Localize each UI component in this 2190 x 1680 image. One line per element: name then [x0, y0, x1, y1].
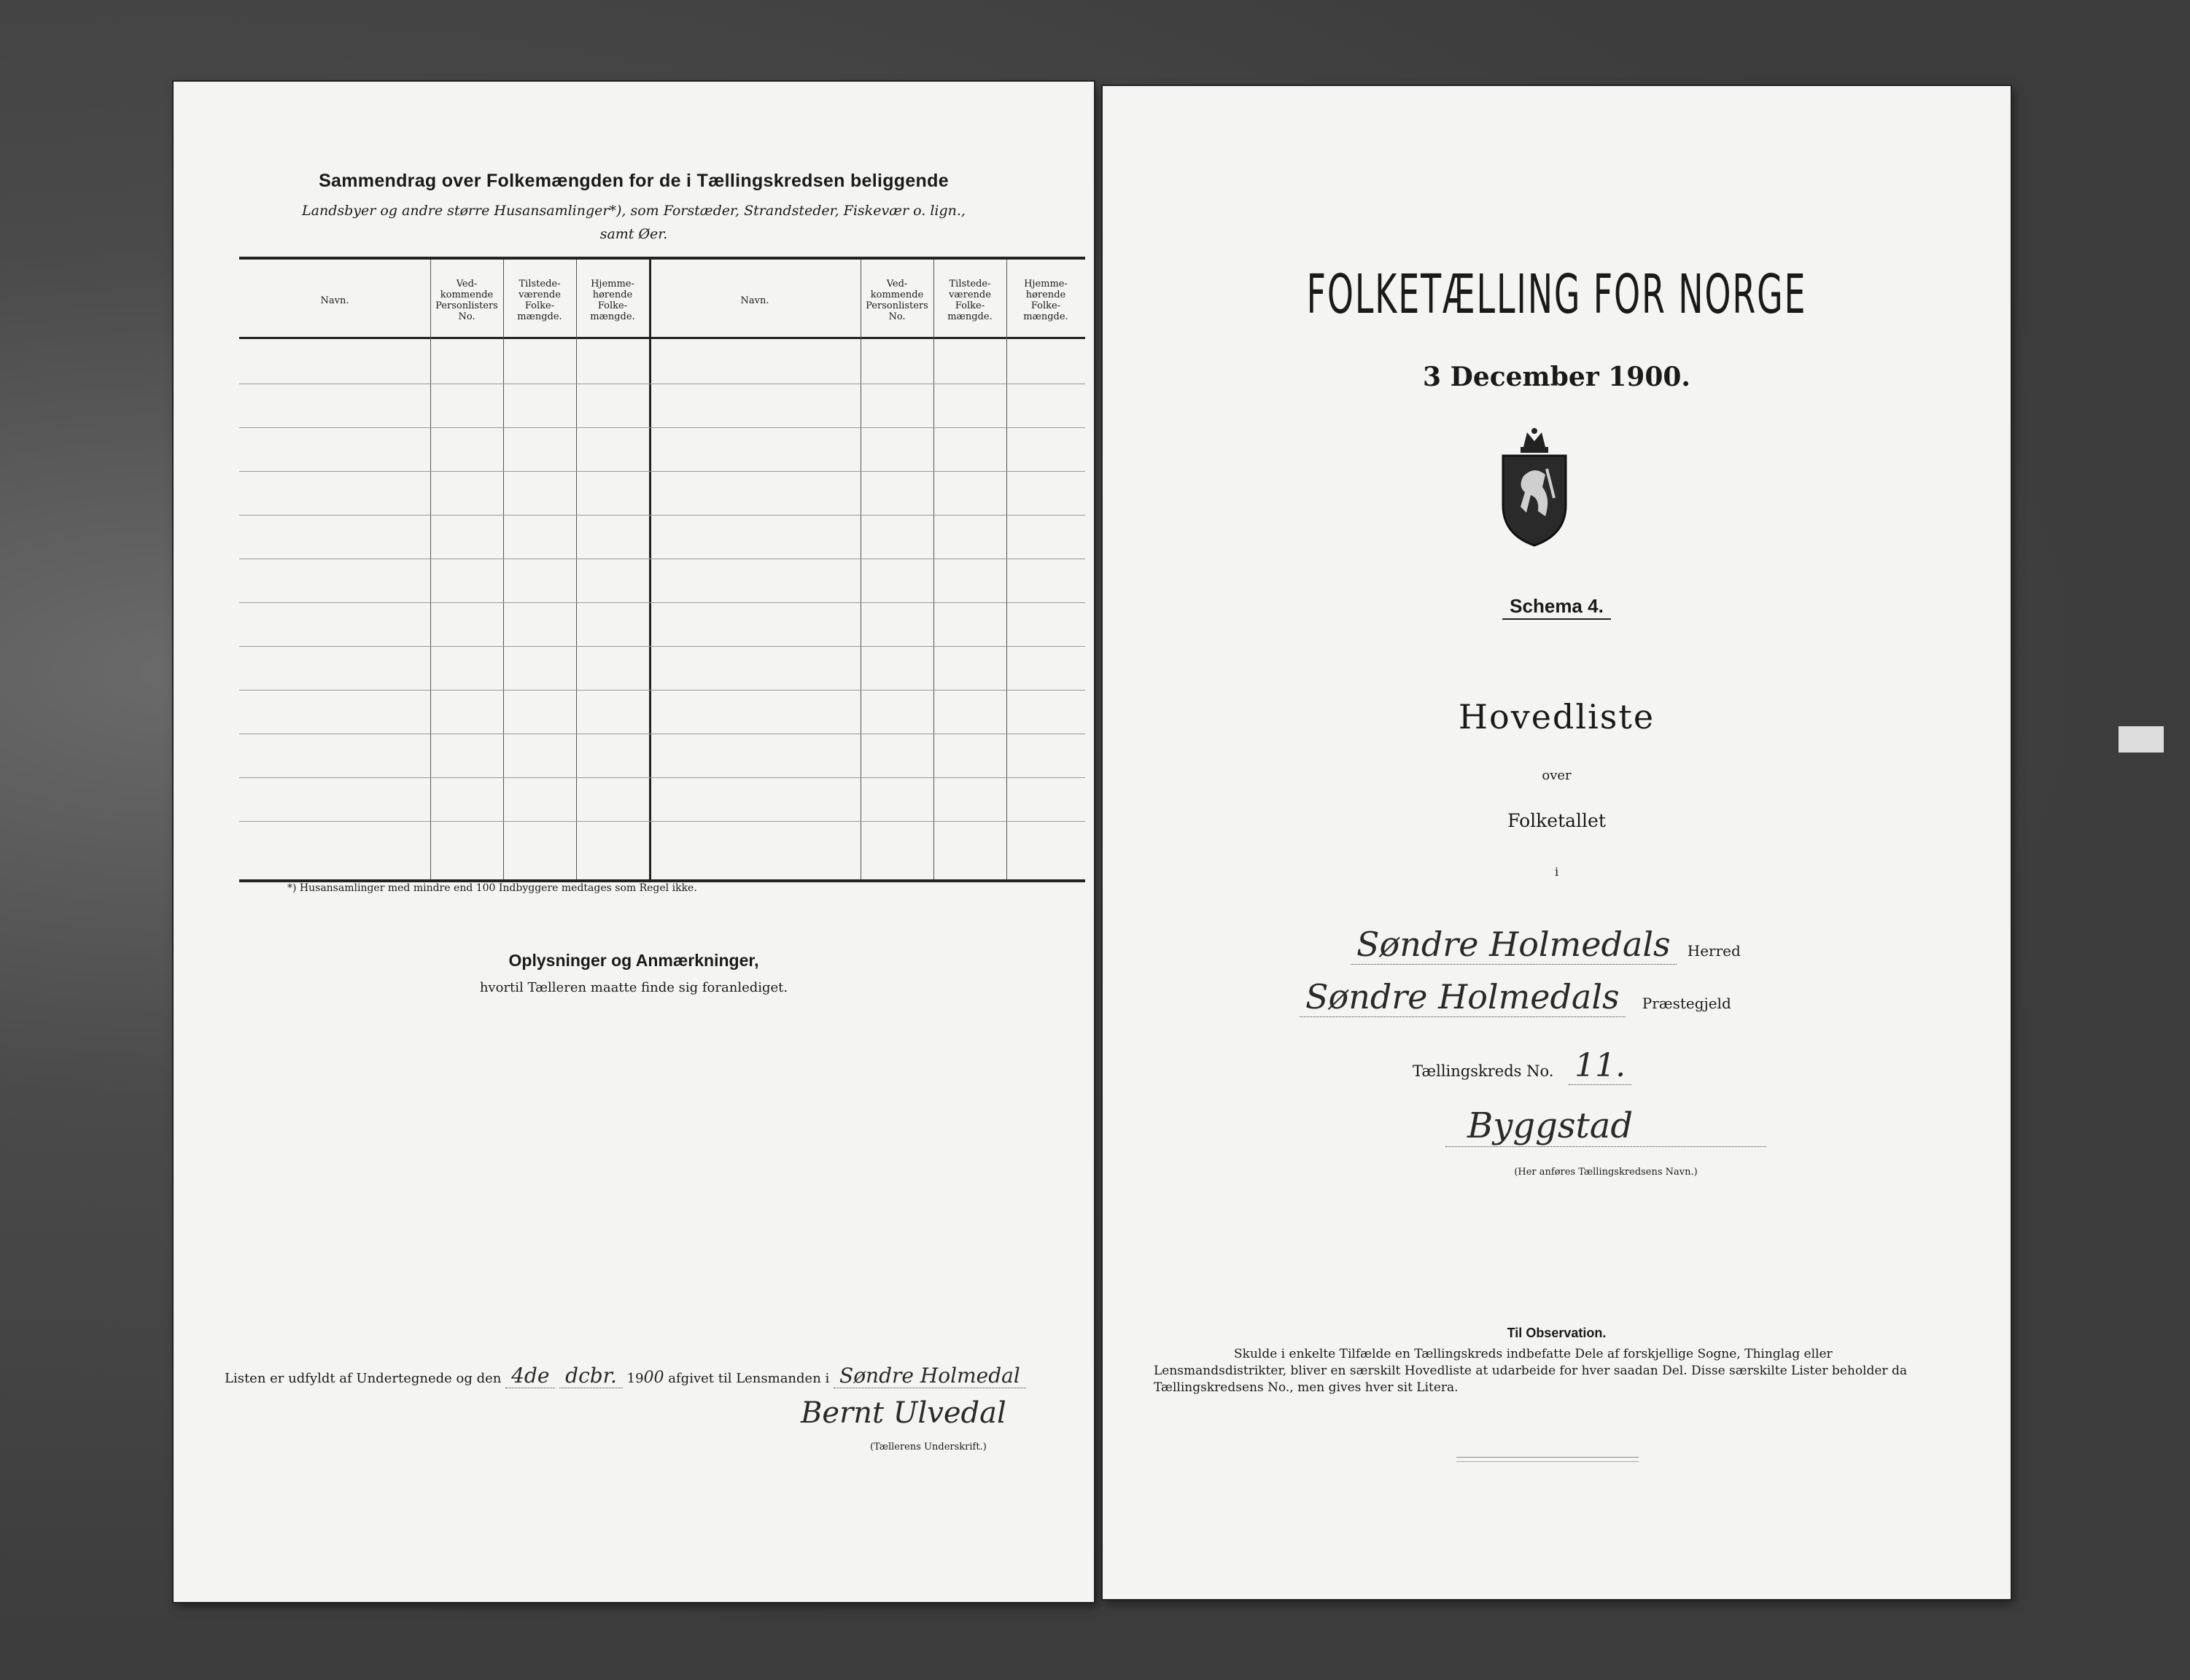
kreds-name-caption: (Her anføres Tællingskredsens Navn.) — [1514, 1167, 1698, 1178]
table-col-divider — [576, 260, 577, 879]
table-footnote: *) Husansamlinger med mindre end 100 Indbyggere medtages som Regel ikke. — [287, 882, 697, 894]
summary-subtitle-line2: samt Øer. — [599, 226, 668, 242]
enumerator-signature: Bernt Ulvedal — [801, 1396, 1006, 1430]
herred-value: Søndre Holmedals — [1351, 925, 1677, 965]
sign-prefix: Listen er udfyldt af Undertegnede og den — [225, 1371, 502, 1386]
closing-rule — [1456, 1457, 1639, 1458]
folketallet-label: Folketallet — [1507, 810, 1606, 831]
table-row — [239, 690, 1085, 691]
over-label: over — [1542, 768, 1572, 783]
kreds-name: Byggstad — [1467, 1105, 1634, 1146]
signing-statement — [225, 1364, 1100, 1388]
table-header-navn-right: Navn. — [740, 295, 769, 306]
table-row — [239, 471, 1085, 472]
prestegjeld-label: Præstegjeld — [1642, 995, 1731, 1012]
main-heading: Hovedliste — [1458, 697, 1655, 736]
table-header-hjemme-left: Hjemme- hørende Folke- mængde. — [590, 279, 635, 322]
sign-middle: afgivet til Lensmanden i — [668, 1371, 830, 1386]
page-tab-mark — [2119, 726, 2164, 752]
herred-line — [1351, 925, 1741, 965]
remarks-subtitle: hvortil Tælleren maatte finde sig foranlediget. — [479, 980, 788, 995]
table-header-personlister-left: Ved- kommende Personlisters No. — [435, 279, 498, 322]
table-center-divider — [649, 260, 651, 879]
table-row — [239, 515, 1085, 516]
summary-table — [239, 257, 1085, 882]
sign-year-prefix: 19 — [626, 1371, 644, 1386]
schema-number: Schema 4. — [1103, 595, 2011, 618]
table-row — [239, 777, 1085, 778]
table-header-tilstede-left: Tilstede- værende Folke- mængde. — [517, 279, 562, 322]
census-date: 3 December 1900. — [1423, 362, 1690, 392]
table-row — [239, 602, 1085, 603]
i-label: i — [1554, 865, 1559, 879]
observation-text: Skulde i enkelte Tilfælde en Tællingskreds indbefatte Dele af forskjellige Sogne, Thinglag eller Lensmandsdistrikter, bliver en særskilt Hovedliste at udarbeide for hver saadan Del. Disse særskilte Lister beholder da Tællingskredsens No., men gives hver sit Litera. — [1154, 1347, 1907, 1395]
summary-subtitle-line1: Landsbyer og andre større Husansamlinger*), som Forstæder, Strandsteder, Fiskevær o. lign., — [302, 203, 966, 219]
table-row — [239, 821, 1085, 822]
kreds-line — [1413, 1047, 1631, 1085]
signature-caption: (Tællerens Underskrift.) — [870, 1442, 987, 1452]
herred-label: Herred — [1687, 942, 1741, 960]
table-header-personlister-right: Ved- kommende Personlisters No. — [866, 279, 928, 322]
table-row — [239, 646, 1085, 647]
sign-place: Søndre Holmedal — [834, 1364, 1026, 1388]
left-page — [174, 82, 1094, 1602]
kreds-name-line — [1445, 1105, 1766, 1147]
kreds-label: Tællingskreds No. — [1413, 1062, 1554, 1080]
table-header-hjemme-right: Hjemme- hørende Folke- mængde. — [1023, 279, 1068, 322]
table-col-divider — [933, 260, 934, 879]
table-row — [239, 427, 1085, 428]
kreds-value: 11. — [1569, 1047, 1631, 1085]
closing-rule — [1456, 1461, 1639, 1462]
census-title: FOLKETÆLLING FOR NORGE — [1306, 263, 1807, 326]
prestegjeld-value: Søndre Holmedals — [1300, 977, 1626, 1017]
sign-month: dcbr. — [559, 1364, 623, 1388]
sign-year: 00 — [643, 1369, 664, 1387]
table-col-divider — [503, 260, 504, 879]
table-header-tilstede-right: Tilstede- værende Folke- mængde. — [947, 279, 993, 322]
right-page — [1103, 86, 2011, 1599]
prestegjeld-line — [1300, 977, 1731, 1017]
sign-day: 4de — [505, 1364, 555, 1388]
table-col-divider — [1006, 260, 1007, 879]
coat-of-arms-icon — [1494, 425, 1574, 549]
observation-title: Til Observation. — [1507, 1326, 1607, 1340]
table-col-divider — [430, 260, 431, 879]
summary-title: Sammendrag over Folkemængden for de i Tællingskredsen beliggende — [319, 171, 949, 191]
remarks-title: Oplysninger og Anmærkninger, — [508, 951, 759, 970]
table-header-navn-left: Navn. — [320, 295, 349, 306]
table-header-rule — [239, 337, 1085, 339]
